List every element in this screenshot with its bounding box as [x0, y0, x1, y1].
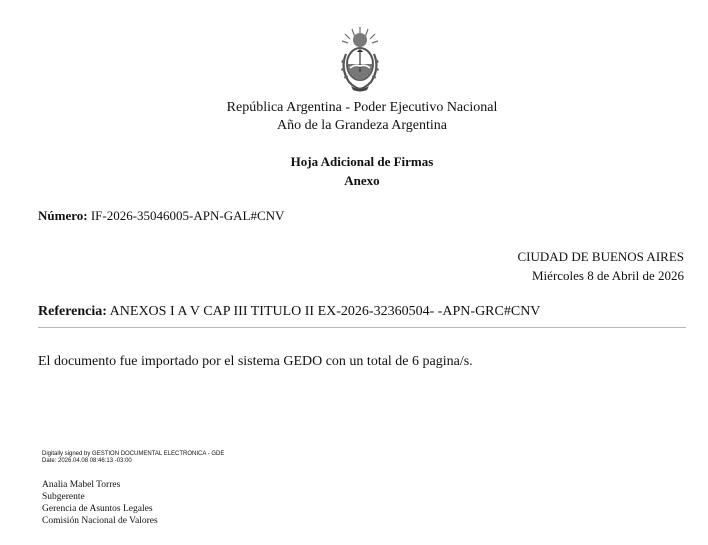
divider [38, 327, 686, 328]
document-title: Hoja Adicional de Firmas [290, 154, 434, 169]
signer-name: Analia Mabel Torres [42, 480, 121, 490]
date: Miércoles 8 de Abril de 2026 [532, 268, 684, 283]
reference-value: ANEXOS I A V CAP III TITULO II EX-2026-32360504- -APN-GRC#CNV [109, 304, 541, 319]
digital-signature-date: Date: 2026.04.08 08:46:13 -03:00 [42, 458, 132, 464]
reference-label: Referencia: [38, 304, 107, 319]
document-subtitle: Anexo [344, 173, 380, 188]
document-number-label: Número: [38, 208, 88, 223]
signer-role: Subgerente [42, 492, 85, 502]
city: CIUDAD DE BUENOS AIRES [517, 249, 684, 264]
body-text: El documento fue importado por el sistema GEDO con un total de 6 pagina/s. [38, 354, 473, 369]
header-line-1: República Argentina - Poder Ejecutivo Nacional [226, 100, 498, 115]
signer-department: Gerencia de Asuntos Legales [42, 504, 153, 514]
signer-organization: Comisión Nacional de Valores [42, 516, 158, 526]
header-line-2: Año de la Grandeza Argentina [276, 118, 447, 133]
digital-signature-line-1: Digitally signed by GESTION DOCUMENTAL ELECTRONICA - GDE [42, 451, 225, 457]
argentina-coat-of-arms-icon [337, 26, 383, 92]
document-number-value: IF-2026-35046005-APN-GAL#CNV [90, 208, 285, 223]
document-number [38, 208, 284, 224]
reference [38, 304, 540, 320]
